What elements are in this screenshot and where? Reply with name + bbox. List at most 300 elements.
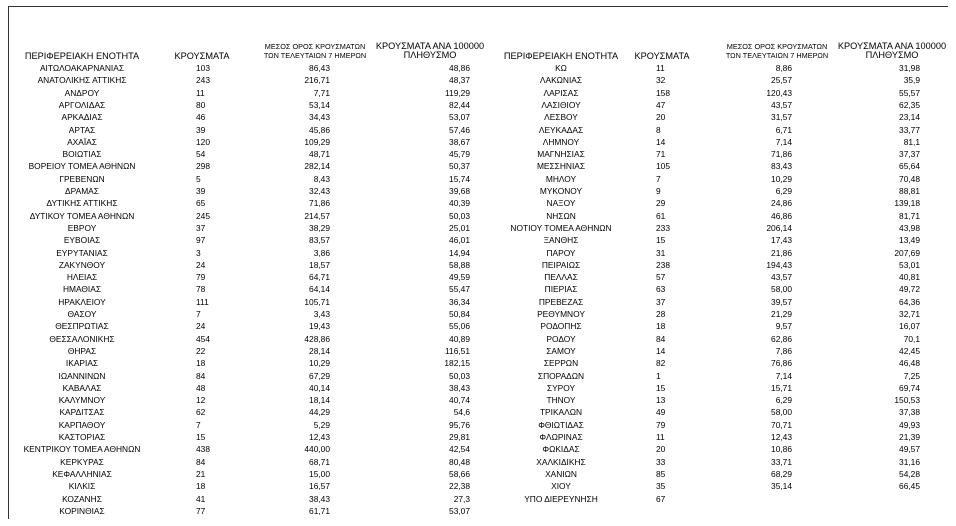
- cell-cases: 54: [196, 149, 206, 160]
- cell-avg7: 120,43: [766, 87, 792, 98]
- cell-per100k: 16,07: [899, 321, 920, 332]
- table-row-right: [0, 480, 956, 492]
- cell-avg7: 6,29: [775, 186, 792, 196]
- cell-cases: 1: [656, 370, 661, 381]
- header-avg7-right: [712, 42, 842, 60]
- cell-per100k: 95,76: [449, 419, 470, 430]
- cell-avg7: 206,14: [766, 222, 792, 233]
- cell-region: ΤΗΝΟΥ: [546, 395, 576, 406]
- cell-cases: 47: [656, 99, 666, 110]
- table-row-right: [0, 382, 956, 394]
- table-row-right: [0, 99, 956, 111]
- header-avg7-left-line1: ΜΕΣΟΣ ΟΡΟΣ ΚΡΟΥΣΜΑΤΩΝ: [264, 42, 366, 51]
- cell-avg7: 67,29: [309, 370, 330, 381]
- cell-region: ΘΕΣΠΡΩΤΙΑΣ: [55, 321, 109, 332]
- cell-avg7: 44,29: [309, 407, 330, 418]
- cell-per100k: 38,67: [449, 136, 470, 147]
- cell-per100k: 35,9: [903, 75, 920, 86]
- cell-cases: 15: [656, 235, 666, 246]
- cell-region: ΒΟΡΕΙΟΥ ΤΟΜΕΑ ΑΘΗΝΩΝ: [28, 161, 136, 172]
- cell-region: ΚΑΛΥΜΝΟΥ: [58, 395, 106, 406]
- cell-cases: 18: [656, 321, 666, 332]
- cell-avg7: 71,86: [771, 149, 792, 160]
- table-row-right: [0, 283, 956, 295]
- cell-cases: 11: [196, 87, 205, 98]
- cell-region: ΚΟΡΙΝΘΙΑΣ: [59, 505, 105, 516]
- cell-region: ΒΟΙΩΤΙΑΣ: [62, 149, 102, 160]
- cell-avg7: 71,86: [309, 198, 330, 209]
- cell-per100k: 7,25: [903, 370, 920, 381]
- cell-per100k: 81,71: [899, 210, 920, 221]
- cell-cases: 37: [196, 222, 206, 233]
- header-avg7-left-line2: ΤΩΝ ΤΕΛΕΥΤΑΙΩΝ 7 ΗΜΕΡΩΝ: [263, 51, 367, 60]
- cell-region: ΝΗΣΩΝ: [546, 210, 576, 221]
- cell-per100k: 116,51: [445, 345, 470, 356]
- table-row-right: [0, 357, 956, 369]
- cell-cases: 33: [656, 456, 666, 467]
- cell-region: ΘΗΡΑΣ: [67, 345, 97, 356]
- cell-cases: 120: [196, 136, 210, 147]
- cell-cases: 48: [196, 382, 206, 393]
- header-per100k-left-line1: ΚΡΟΥΣΜΑΤΑ ΑΝΑ 100000: [375, 41, 485, 51]
- cell-cases: 20: [656, 112, 666, 123]
- cell-region: ΕΒΡΟΥ: [67, 222, 97, 233]
- table-row-left: [0, 505, 956, 517]
- cell-cases: 14: [656, 345, 666, 356]
- table-row-right: [0, 493, 956, 505]
- cell-region: ΔΥΤΙΚΗΣ ΑΤΤΙΚΗΣ: [46, 198, 118, 209]
- cell-per100k: 65,64: [899, 161, 920, 172]
- cell-region: ΑΙΤΩΛΟΑΚΑΡΝΑΝΙΑΣ: [39, 63, 125, 73]
- cell-region: ΚΩ: [555, 63, 567, 73]
- cell-region: ΥΠΟ ΔΙΕΡΕΥΝΗΣΗ: [524, 493, 598, 504]
- cell-per100k: 37,38: [899, 407, 920, 418]
- cell-avg7: 7,14: [775, 136, 792, 147]
- cell-cases: 21: [196, 468, 206, 479]
- cell-per100k: 39,68: [449, 186, 470, 196]
- cell-avg7: 34,43: [309, 112, 330, 123]
- cell-cases: 7: [196, 419, 201, 430]
- cell-per100k: 49,72: [899, 284, 920, 295]
- cell-cases: 82: [656, 358, 666, 369]
- cell-per100k: 21,39: [899, 432, 920, 442]
- cell-region: ΔΡΑΜΑΣ: [65, 186, 99, 196]
- cell-avg7: 7,71: [313, 87, 330, 98]
- cell-region: ΚΑΒΑΛΑΣ: [62, 382, 102, 393]
- cell-avg7: 35,14: [771, 481, 792, 492]
- cell-avg7: 83,57: [309, 235, 330, 246]
- cell-cases: 67: [656, 493, 666, 504]
- cell-per100k: 69,74: [899, 382, 920, 393]
- cell-avg7: 61,71: [309, 505, 330, 516]
- cell-cases: 41: [196, 493, 206, 504]
- cell-region: ΧΑΝΙΩΝ: [545, 468, 577, 479]
- cell-per100k: 53,07: [449, 505, 470, 516]
- table-row-right: [0, 74, 956, 86]
- cell-region: ΛΑΣΙΘΙΟΥ: [541, 99, 581, 110]
- cell-cases: 13: [656, 395, 666, 406]
- cell-per100k: 49,57: [899, 444, 920, 455]
- cell-region: ΛΕΥΚΑΔΑΣ: [538, 124, 584, 135]
- cell-avg7: 46,86: [771, 210, 792, 221]
- cell-cases: 85: [656, 468, 666, 479]
- cell-avg7: 10,29: [771, 173, 792, 184]
- cell-cases: 57: [656, 272, 666, 283]
- cell-region: ΠΑΡΟΥ: [546, 247, 576, 258]
- cell-region: ΚΕΡΚΥΡΑΣ: [60, 456, 104, 467]
- cell-per100k: 38,43: [449, 382, 470, 393]
- cell-avg7: 62,86: [771, 333, 792, 344]
- cell-region: ΚΕΝΤΡΙΚΟΥ ΤΟΜΕΑ ΑΘΗΝΩΝ: [23, 444, 141, 455]
- table-row-right: [0, 160, 956, 172]
- cell-per100k: 42,45: [899, 345, 920, 356]
- cell-per100k: 49,93: [899, 419, 920, 430]
- header-cases-left: ΚΡΟΥΣΜΑΤΑ: [174, 51, 230, 61]
- cell-per100k: 88,81: [899, 186, 920, 196]
- cell-avg7: 12,43: [309, 432, 330, 442]
- cell-cases: 37: [656, 296, 666, 307]
- cell-cases: 15: [656, 382, 666, 393]
- cell-cases: 454: [196, 333, 210, 344]
- cell-region: ΕΥΡΥΤΑΝΙΑΣ: [56, 247, 108, 258]
- table-row-right: [0, 197, 956, 209]
- cell-per100k: 48,86: [449, 63, 470, 73]
- cell-region: ΣΑΜΟΥ: [546, 345, 576, 356]
- cell-per100k: 27,3: [453, 493, 470, 504]
- cell-per100k: 207,69: [894, 247, 920, 258]
- cell-per100k: 42,54: [449, 444, 470, 455]
- cell-avg7: 12,43: [771, 432, 792, 442]
- cell-region: ΜΕΣΣΗΝΙΑΣ: [536, 161, 586, 172]
- table-row-right: [0, 468, 956, 480]
- header-region-left: ΠΕΡΙΦΕΡΕΙΑΚΗ ΕΝΟΤΗΤΑ: [24, 51, 140, 61]
- header-region-right: ΠΕΡΙΦΕΡΕΙΑΚΗ ΕΝΟΤΗΤΑ: [503, 51, 619, 61]
- cell-avg7: 43,57: [771, 99, 792, 110]
- cell-region: ΝΟΤΙΟΥ ΤΟΜΕΑ ΑΘΗΝΩΝ: [510, 222, 612, 233]
- cell-avg7: 40,14: [309, 382, 330, 393]
- cell-cases: 7: [656, 173, 661, 184]
- cell-cases: 24: [196, 259, 206, 270]
- cell-avg7: 17,43: [771, 235, 792, 246]
- cell-region: ΗΜΑΘΙΑΣ: [62, 284, 102, 295]
- cell-per100k: 58,66: [449, 468, 470, 479]
- cell-avg7: 38,43: [309, 493, 330, 504]
- cell-avg7: 76,86: [771, 358, 792, 369]
- table-row-right: [0, 148, 956, 160]
- table-row-right: [0, 419, 956, 431]
- table-row-right: [0, 234, 956, 246]
- cell-avg7: 83,43: [771, 161, 792, 172]
- cell-per100k: 80,48: [449, 456, 470, 467]
- cell-avg7: 45,86: [309, 124, 330, 135]
- cell-cases: 8: [656, 124, 661, 135]
- cell-per100k: 54,28: [899, 468, 920, 479]
- cell-region: ΚΕΦΑΛΛΗΝΙΑΣ: [52, 468, 112, 479]
- cell-avg7: 64,71: [309, 272, 330, 283]
- cell-avg7: 39,57: [771, 296, 792, 307]
- cell-per100k: 32,71: [899, 309, 920, 319]
- cell-avg7: 5,29: [313, 419, 330, 430]
- cell-region: ΦΘΙΩΤΙΔΑΣ: [538, 419, 584, 430]
- cell-region: ΛΑΚΩΝΙΑΣ: [539, 75, 583, 86]
- cell-per100k: 50,37: [449, 161, 470, 172]
- header-per100k-right-line1: ΚΡΟΥΣΜΑΤΑ ΑΝΑ 100000: [837, 41, 947, 51]
- cell-avg7: 86,43: [309, 63, 330, 73]
- table-row-right: [0, 431, 956, 443]
- cell-cases: 63: [656, 284, 666, 295]
- table-row-right: [0, 308, 956, 320]
- cell-per100k: 45,79: [449, 149, 470, 160]
- cell-avg7: 48,71: [309, 149, 330, 160]
- cell-avg7: 216,71: [304, 75, 330, 86]
- cell-region: ΚΙΛΚΙΣ: [68, 481, 96, 492]
- header-per100k-right: [830, 42, 954, 60]
- cell-per100k: 14,94: [449, 247, 470, 258]
- cell-region: ΣΥΡΟΥ: [546, 382, 576, 393]
- table-row-right: [0, 296, 956, 308]
- cell-cases: 77: [196, 505, 206, 516]
- table-row-right: [0, 185, 956, 197]
- cell-avg7: 64,14: [309, 284, 330, 295]
- cell-region: ΑΝΔΡΟΥ: [64, 87, 100, 98]
- cell-cases: 245: [196, 210, 210, 221]
- cell-region: ΚΑΡΔΙΤΣΑΣ: [59, 407, 105, 418]
- cell-cases: 15: [196, 432, 206, 442]
- cell-per100k: 22,38: [449, 481, 470, 492]
- cell-avg7: 440,00: [304, 444, 330, 455]
- table-row-right: [0, 370, 956, 382]
- cell-per100k: 64,36: [899, 296, 920, 307]
- cell-cases: 9: [656, 186, 661, 196]
- cell-per100k: 55,57: [899, 87, 920, 98]
- cell-cases: 97: [196, 235, 206, 246]
- cell-region: ΗΡΑΚΛΕΙΟΥ: [58, 296, 106, 307]
- table-row-right: [0, 87, 956, 99]
- cell-cases: 18: [196, 481, 206, 492]
- cell-cases: 12: [196, 395, 206, 406]
- cell-per100k: 36,34: [449, 296, 470, 307]
- header-cases-right: ΚΡΟΥΣΜΑΤΑ: [634, 51, 690, 61]
- cell-cases: 61: [656, 210, 666, 221]
- cell-avg7: 68,29: [771, 468, 792, 479]
- cell-cases: 7: [196, 309, 201, 319]
- cell-cases: 71: [656, 149, 666, 160]
- table-row-right: [0, 271, 956, 283]
- cell-avg7: 6,71: [775, 124, 792, 135]
- cell-per100k: 40,89: [449, 333, 470, 344]
- table-row-right: [0, 443, 956, 455]
- cell-cases: 24: [196, 321, 206, 332]
- header-avg7-right-line2: ΤΩΝ ΤΕΛΕΥΤΑΙΩΝ 7 ΗΜΕΡΩΝ: [725, 51, 829, 60]
- cell-per100k: 55,06: [449, 321, 470, 332]
- header-per100k-left-line2: ΠΛΗΘΥΣΜΟ: [403, 50, 457, 60]
- cell-cases: 243: [196, 75, 210, 86]
- cell-per100k: 23,14: [899, 112, 920, 123]
- cell-avg7: 8,43: [313, 173, 330, 184]
- cell-per100k: 40,39: [449, 198, 470, 209]
- cell-cases: 32: [656, 75, 666, 86]
- cell-region: ΜΑΓΝΗΣΙΑΣ: [537, 149, 585, 160]
- table-row-right: [0, 456, 956, 468]
- cell-cases: 3: [196, 247, 201, 258]
- cell-cases: 78: [196, 284, 206, 295]
- cell-region: ΙΩΑΝΝΙΝΩΝ: [58, 370, 106, 381]
- cell-avg7: 16,57: [309, 481, 330, 492]
- table-row-right: [0, 124, 956, 136]
- cell-region: ΡΟΔΟΥ: [546, 333, 576, 344]
- cell-cases: 35: [656, 481, 666, 492]
- cell-cases: 20: [656, 444, 666, 455]
- cell-cases: 22: [196, 345, 206, 356]
- header-per100k-right-line2: ΠΛΗΘΥΣΜΟ: [865, 50, 919, 60]
- cell-per100k: 54,6: [453, 407, 470, 418]
- cell-region: ΑΡΓΟΛΙΔΑΣ: [58, 99, 106, 110]
- cell-per100k: 150,53: [894, 395, 920, 406]
- cell-cases: 46: [196, 112, 206, 123]
- cell-avg7: 21,86: [771, 247, 792, 258]
- cell-per100k: 40,81: [899, 272, 920, 283]
- cell-avg7: 33,71: [771, 456, 792, 467]
- cell-per100k: 50,03: [449, 210, 470, 221]
- cell-avg7: 19,43: [309, 321, 330, 332]
- cell-region: ΠΕΛΛΑΣ: [544, 272, 578, 283]
- table-row-right: [0, 259, 956, 271]
- cell-per100k: 81,1: [903, 136, 920, 147]
- cell-per100k: 37,37: [899, 149, 920, 160]
- table-row-right: [0, 173, 956, 185]
- cell-region: ΑΡΚΑΔΙΑΣ: [61, 112, 103, 123]
- cell-avg7: 32,43: [309, 186, 330, 196]
- cell-per100k: 43,98: [899, 222, 920, 233]
- cell-avg7: 58,00: [771, 284, 792, 295]
- cell-cases: 39: [196, 186, 206, 196]
- cell-cases: 84: [196, 456, 206, 467]
- cell-region: ΧΙΟΥ: [551, 481, 571, 492]
- cell-region: ΘΑΣΟΥ: [67, 309, 97, 319]
- cell-per100k: 57,46: [449, 124, 470, 135]
- cell-avg7: 428,86: [304, 333, 330, 344]
- cell-avg7: 8,86: [775, 63, 792, 73]
- cell-region: ΕΥΒΟΙΑΣ: [63, 235, 101, 246]
- cell-cases: 49: [656, 407, 666, 418]
- cell-avg7: 105,71: [304, 296, 330, 307]
- table-row-right: [0, 320, 956, 332]
- cell-region: ΛΗΜΝΟΥ: [542, 136, 580, 147]
- cell-cases: 238: [656, 259, 670, 270]
- cell-cases: 80: [196, 99, 206, 110]
- cell-avg7: 24,86: [771, 198, 792, 209]
- cell-avg7: 58,00: [771, 407, 792, 418]
- cell-cases: 84: [196, 370, 206, 381]
- table-row-right: [0, 210, 956, 222]
- cell-avg7: 10,29: [309, 358, 330, 369]
- cell-cases: 5: [196, 173, 201, 184]
- cell-cases: 111: [196, 296, 209, 307]
- cell-region: ΜΗΛΟΥ: [545, 173, 577, 184]
- cell-region: ΓΡΕΒΕΝΩΝ: [59, 173, 105, 184]
- cell-region: ΠΕΙΡΑΙΩΣ: [541, 259, 581, 270]
- cell-region: ΙΚΑΡΙΑΣ: [65, 358, 99, 369]
- cell-region: ΝΑΞΟΥ: [546, 198, 576, 209]
- cell-region: ΧΑΛΚΙΔΙΚΗΣ: [536, 456, 586, 467]
- cell-cases: 11: [656, 432, 665, 442]
- cell-region: ΜΥΚΟΝΟΥ: [539, 186, 583, 196]
- cell-per100k: 46,01: [449, 235, 470, 246]
- header-per100k-left: [370, 42, 490, 60]
- cell-cases: 31: [656, 247, 666, 258]
- cell-avg7: 38,29: [309, 222, 330, 233]
- cell-per100k: 119,29: [445, 87, 470, 98]
- cell-per100k: 25,01: [449, 222, 470, 233]
- cell-cases: 29: [656, 198, 666, 209]
- cell-cases: 62: [196, 407, 206, 418]
- cell-per100k: 31,16: [899, 456, 920, 467]
- table-row-right: [0, 333, 956, 345]
- cell-per100k: 53,07: [449, 112, 470, 123]
- cell-avg7: 53,14: [309, 99, 330, 110]
- table-row-right: [0, 62, 956, 74]
- cell-per100k: 46,48: [899, 358, 920, 369]
- cell-cases: 79: [196, 272, 206, 283]
- cell-per100k: 70,1: [903, 333, 920, 344]
- cell-avg7: 18,57: [309, 259, 330, 270]
- cell-region: ΞΑΝΘΗΣ: [543, 235, 579, 246]
- cell-per100k: 50,84: [449, 309, 470, 319]
- table-row-right: [0, 247, 956, 259]
- cell-region: ΚΑΣΤΟΡΙΑΣ: [58, 432, 106, 442]
- cell-cases: 28: [656, 309, 666, 319]
- cell-per100k: 49,59: [449, 272, 470, 283]
- cell-avg7: 15,00: [309, 468, 330, 479]
- cell-region: ΚΟΖΑΝΗΣ: [62, 493, 102, 504]
- cell-region: ΑΧΑΪΑΣ: [67, 136, 97, 147]
- cell-per100k: 58,88: [449, 259, 470, 270]
- cell-cases: 84: [656, 333, 666, 344]
- cell-avg7: 68,71: [309, 456, 330, 467]
- cell-avg7: 10,86: [771, 444, 792, 455]
- cell-per100k: 31,98: [899, 63, 920, 73]
- cell-avg7: 25,57: [771, 75, 792, 86]
- cell-avg7: 15,71: [771, 382, 792, 393]
- cell-cases: 438: [196, 444, 210, 455]
- cell-avg7: 9,57: [775, 321, 792, 332]
- cell-region: ΡΕΘΥΜΝΟΥ: [537, 309, 585, 319]
- cell-avg7: 6,29: [775, 395, 792, 406]
- table-row-right: [0, 136, 956, 148]
- cell-per100k: 33,77: [899, 124, 920, 135]
- cell-region: ΑΝΑΤΟΛΙΚΗΣ ΑΤΤΙΚΗΣ: [37, 75, 127, 86]
- cell-avg7: 43,57: [771, 272, 792, 283]
- cell-region: ΠΙΕΡΙΑΣ: [544, 284, 578, 295]
- table-row-right: [0, 222, 956, 234]
- header-avg7-left: [250, 42, 380, 60]
- cell-per100k: 66,45: [899, 481, 920, 492]
- cell-per100k: 29,81: [449, 432, 470, 442]
- cell-region: ΠΡΕΒΕΖΑΣ: [538, 296, 584, 307]
- cell-per100k: 70,48: [899, 173, 920, 184]
- cell-region: ΘΕΣΣΑΛΟΝΙΚΗΣ: [49, 333, 115, 344]
- cell-avg7: 31,57: [771, 112, 792, 123]
- cell-region: ΑΡΤΑΣ: [68, 124, 96, 135]
- header-avg7-right-line1: ΜΕΣΟΣ ΟΡΟΣ ΚΡΟΥΣΜΑΤΩΝ: [726, 42, 828, 51]
- cell-cases: 39: [196, 124, 206, 135]
- cell-per100k: 53,01: [899, 259, 920, 270]
- cell-region: ΡΟΔΟΠΗΣ: [540, 321, 582, 332]
- cell-cases: 14: [656, 136, 666, 147]
- cell-cases: 18: [196, 358, 206, 369]
- cell-per100k: 182,15: [444, 358, 470, 369]
- cell-avg7: 7,14: [775, 370, 792, 381]
